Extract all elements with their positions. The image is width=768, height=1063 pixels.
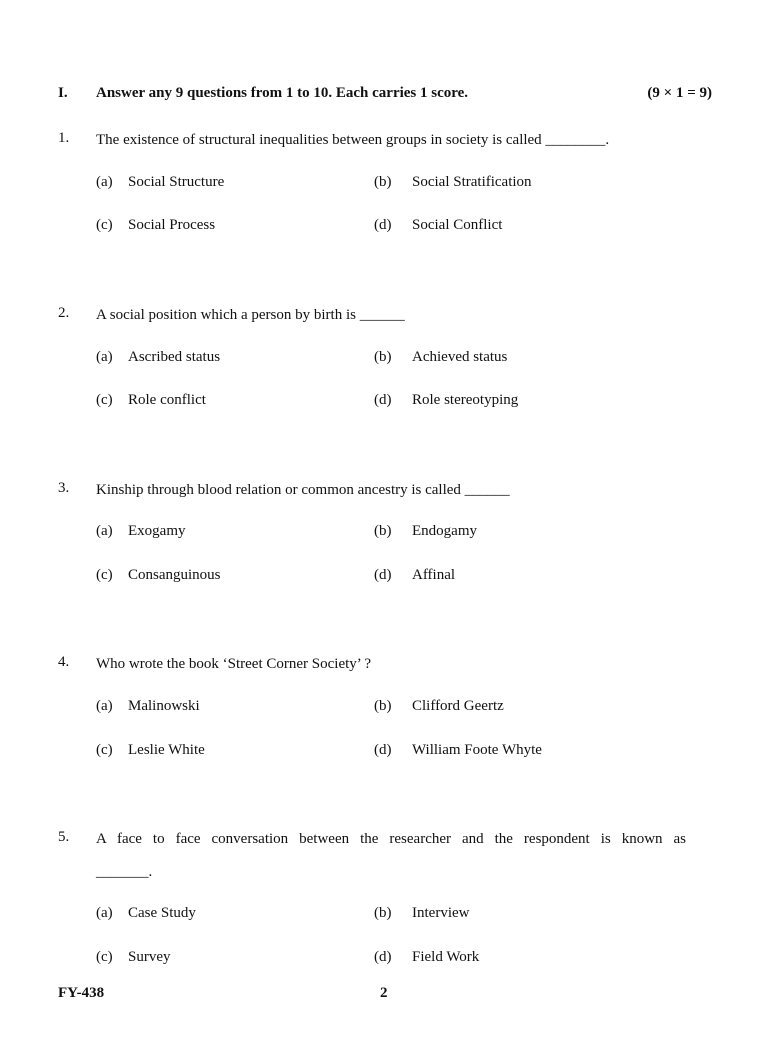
option-label: (b) <box>374 523 392 539</box>
question-number: 3. <box>58 480 70 496</box>
answer-blank: _______. <box>96 864 153 880</box>
option-label: (b) <box>374 349 392 365</box>
question-text: Who wrote the book ‘Street Corner Society’ ? <box>96 656 372 672</box>
option-label: (c) <box>96 392 113 408</box>
option-label: (c) <box>96 742 113 758</box>
option-label: (c) <box>96 567 113 583</box>
option-text: Role stereotyping <box>412 392 519 408</box>
option-text: Ascribed status <box>128 349 221 365</box>
option-text: Consanguinous <box>128 567 221 583</box>
option-text: William Foote Whyte <box>412 742 542 758</box>
option-text: Achieved status <box>412 349 508 365</box>
option-label: (a) <box>96 349 113 365</box>
section-instruction: Answer any 9 questions from 1 to 10. Each carries 1 score. <box>96 85 469 101</box>
option-text: Survey <box>128 949 171 965</box>
question-text: The existence of structural inequalities between groups in society is called ________. <box>96 132 610 148</box>
option-text: Role conflict <box>128 392 206 408</box>
option-text: Social Process <box>128 217 216 233</box>
option-text: Endogamy <box>412 523 477 539</box>
option-text: Social Conflict <box>412 217 503 233</box>
option-label: (a) <box>96 698 113 714</box>
option-label: (d) <box>374 949 392 965</box>
question-number: 5. <box>58 829 70 845</box>
option-label: (c) <box>96 217 113 233</box>
question-number: 1. <box>58 130 70 146</box>
option-label: (b) <box>374 174 392 190</box>
option-label: (c) <box>96 949 113 965</box>
option-label: (b) <box>374 698 392 714</box>
option-text: Affinal <box>412 567 456 583</box>
option-text: Leslie White <box>128 742 205 758</box>
question-number: 4. <box>58 654 70 670</box>
option-label: (d) <box>374 217 392 233</box>
section-marks: (9 × 1 = 9) <box>647 85 712 101</box>
page-footer <box>58 985 712 1005</box>
option-text: Social Stratification <box>412 174 532 190</box>
option-text: Field Work <box>412 949 480 965</box>
option-text: Exogamy <box>128 523 186 539</box>
question-text: A face to face conversation between the researcher and the respondent is known as <box>96 831 686 847</box>
option-label: (a) <box>96 174 113 190</box>
question-text: A social position which a person by birth is ______ <box>96 307 405 323</box>
option-label: (b) <box>374 905 392 921</box>
question-text: Kinship through blood relation or common ancestry is called ______ <box>96 482 510 498</box>
paper-code: FY-438 <box>58 985 105 1001</box>
option-label: (d) <box>374 742 392 758</box>
option-label: (d) <box>374 567 392 583</box>
option-text: Case Study <box>128 905 196 921</box>
option-text: Interview <box>412 905 470 921</box>
option-label: (a) <box>96 905 113 921</box>
section-number: I. <box>58 85 68 101</box>
option-text: Clifford Geertz <box>412 698 504 714</box>
page-number: 2 <box>380 985 388 1001</box>
option-label: (a) <box>96 523 113 539</box>
section-header <box>58 85 712 105</box>
question-number: 2. <box>58 305 70 321</box>
option-text: Malinowski <box>128 698 200 714</box>
option-text: Social Structure <box>128 174 225 190</box>
option-label: (d) <box>374 392 392 408</box>
